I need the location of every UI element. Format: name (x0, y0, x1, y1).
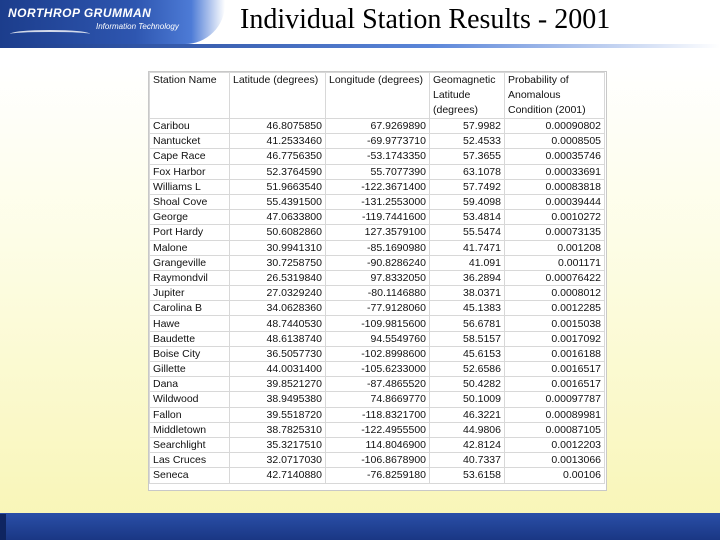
value-cell: 45.6153 (430, 346, 505, 361)
value-cell: 34.0628360 (230, 301, 326, 316)
value-cell: 56.6781 (430, 316, 505, 331)
value-cell: 0.0008012 (505, 286, 605, 301)
value-cell: 0.001171 (505, 255, 605, 270)
value-cell: 0.0017092 (505, 331, 605, 346)
value-cell: 52.4533 (430, 134, 505, 149)
table-row (150, 225, 605, 240)
value-cell: -85.1690980 (326, 240, 430, 255)
station-name-cell: Shoal Cove (150, 194, 230, 209)
value-cell: -80.1146880 (326, 286, 430, 301)
value-cell: 38.9495380 (230, 392, 326, 407)
value-cell: 127.3579100 (326, 225, 430, 240)
value-cell: 55.7077390 (326, 164, 430, 179)
station-results-table (148, 71, 607, 491)
value-cell: 48.7440530 (230, 316, 326, 331)
value-cell: 0.0015038 (505, 316, 605, 331)
company-logo: NORTHROP GRUMMAN (8, 6, 152, 20)
table-row (150, 301, 605, 316)
value-cell: 55.4391500 (230, 194, 326, 209)
company-logo-subtitle: Information Technology (96, 22, 179, 31)
value-cell: 0.00089981 (505, 407, 605, 422)
value-cell: 47.0633800 (230, 210, 326, 225)
table-row (150, 255, 605, 270)
table-row (150, 362, 605, 377)
value-cell: 53.6158 (430, 468, 505, 483)
table-header-row (150, 73, 605, 119)
table-row (150, 119, 605, 134)
value-cell: -109.9815600 (326, 316, 430, 331)
station-name-cell: Grangeville (150, 255, 230, 270)
value-cell: 41.2533460 (230, 134, 326, 149)
value-cell: 67.9269890 (326, 119, 430, 134)
value-cell: 74.8669770 (326, 392, 430, 407)
table-row (150, 240, 605, 255)
station-name-cell: Nantucket (150, 134, 230, 149)
value-cell: 97.8332050 (326, 270, 430, 285)
value-cell: 0.00039444 (505, 194, 605, 209)
value-cell: 44.9806 (430, 422, 505, 437)
station-name-cell: Fallon (150, 407, 230, 422)
station-name-cell: Boise City (150, 346, 230, 361)
column-header: Probability of Anomalous Condition (2001) (505, 73, 605, 119)
table-body (150, 119, 605, 484)
station-name-cell: George (150, 210, 230, 225)
column-header: Station Name (150, 73, 230, 119)
value-cell: 48.6138740 (230, 331, 326, 346)
value-cell: 57.3655 (430, 149, 505, 164)
value-cell: -90.8286240 (326, 255, 430, 270)
table-row (150, 210, 605, 225)
value-cell: 41.7471 (430, 240, 505, 255)
station-name-cell: Port Hardy (150, 225, 230, 240)
table-row (150, 194, 605, 209)
value-cell: 42.8124 (430, 437, 505, 452)
footer-band (0, 513, 720, 540)
station-name-cell: Williams L (150, 179, 230, 194)
table-row (150, 346, 605, 361)
value-cell: 38.7825310 (230, 422, 326, 437)
value-cell: -69.9773710 (326, 134, 430, 149)
table-row (150, 468, 605, 483)
value-cell: 0.00087105 (505, 422, 605, 437)
table-row (150, 392, 605, 407)
table-row (150, 149, 605, 164)
value-cell: 41.091 (430, 255, 505, 270)
value-cell: -106.8678900 (326, 453, 430, 468)
value-cell: 46.7756350 (230, 149, 326, 164)
value-cell: 0.0008505 (505, 134, 605, 149)
table-row (150, 286, 605, 301)
value-cell: 63.1078 (430, 164, 505, 179)
value-cell: 0.0012203 (505, 437, 605, 452)
value-cell: 30.7258750 (230, 255, 326, 270)
results-table (149, 72, 605, 484)
value-cell: 0.00035746 (505, 149, 605, 164)
column-header: Latitude (degrees) (230, 73, 326, 119)
table-row (150, 377, 605, 392)
column-header: Geomagnetic Latitude (degrees) (430, 73, 505, 119)
value-cell: 0.00076422 (505, 270, 605, 285)
value-cell: 27.0329240 (230, 286, 326, 301)
table-row (150, 164, 605, 179)
value-cell: -76.8259180 (326, 468, 430, 483)
logo-swoosh-icon (10, 30, 90, 38)
station-name-cell: Raymondvil (150, 270, 230, 285)
station-name-cell: Wildwood (150, 392, 230, 407)
value-cell: 39.8521270 (230, 377, 326, 392)
value-cell: -122.3671400 (326, 179, 430, 194)
logo-band (0, 0, 225, 44)
value-cell: 30.9941310 (230, 240, 326, 255)
station-name-cell: Searchlight (150, 437, 230, 452)
station-name-cell: Cape Race (150, 149, 230, 164)
header-divider (0, 44, 720, 48)
value-cell: 55.5474 (430, 225, 505, 240)
table-row (150, 422, 605, 437)
value-cell: 0.0016517 (505, 362, 605, 377)
value-cell: 51.9663540 (230, 179, 326, 194)
table-row (150, 437, 605, 452)
value-cell: 32.0717030 (230, 453, 326, 468)
value-cell: 44.0031400 (230, 362, 326, 377)
value-cell: 0.0016188 (505, 346, 605, 361)
value-cell: -77.9128060 (326, 301, 430, 316)
station-name-cell: Carolina B (150, 301, 230, 316)
value-cell: 52.3764590 (230, 164, 326, 179)
value-cell: -87.4865520 (326, 377, 430, 392)
table-row (150, 407, 605, 422)
slide-title: Individual Station Results - 2001 (240, 4, 611, 35)
value-cell: -53.1743350 (326, 149, 430, 164)
value-cell: -105.6233000 (326, 362, 430, 377)
value-cell: 0.0012285 (505, 301, 605, 316)
value-cell: -131.2553000 (326, 194, 430, 209)
table-row (150, 134, 605, 149)
value-cell: 36.5057730 (230, 346, 326, 361)
value-cell: 0.00090802 (505, 119, 605, 134)
table-row (150, 331, 605, 346)
value-cell: 39.5518720 (230, 407, 326, 422)
value-cell: 35.3217510 (230, 437, 326, 452)
value-cell: 57.7492 (430, 179, 505, 194)
value-cell: 46.8075850 (230, 119, 326, 134)
value-cell: 46.3221 (430, 407, 505, 422)
value-cell: 0.0010272 (505, 210, 605, 225)
value-cell: 0.00033691 (505, 164, 605, 179)
value-cell: 38.0371 (430, 286, 505, 301)
value-cell: 50.6082860 (230, 225, 326, 240)
value-cell: 0.00097787 (505, 392, 605, 407)
value-cell: 58.5157 (430, 331, 505, 346)
value-cell: 94.5549760 (326, 331, 430, 346)
column-header: Longitude (degrees) (326, 73, 430, 119)
value-cell: 0.001208 (505, 240, 605, 255)
station-name-cell: Caribou (150, 119, 230, 134)
header-band (0, 0, 720, 50)
value-cell: 0.00106 (505, 468, 605, 483)
station-name-cell: Hawe (150, 316, 230, 331)
value-cell: 0.0013066 (505, 453, 605, 468)
value-cell: 0.0016517 (505, 377, 605, 392)
value-cell: 0.00083818 (505, 179, 605, 194)
value-cell: 50.1009 (430, 392, 505, 407)
station-name-cell: Malone (150, 240, 230, 255)
value-cell: 0.00073135 (505, 225, 605, 240)
table-row (150, 179, 605, 194)
value-cell: 42.7140880 (230, 468, 326, 483)
table-row (150, 270, 605, 285)
station-name-cell: Gillette (150, 362, 230, 377)
value-cell: 53.4814 (430, 210, 505, 225)
station-name-cell: Dana (150, 377, 230, 392)
value-cell: 114.8046900 (326, 437, 430, 452)
table-row (150, 453, 605, 468)
table-row (150, 316, 605, 331)
value-cell: -102.8998600 (326, 346, 430, 361)
station-name-cell: Seneca (150, 468, 230, 483)
value-cell: 52.6586 (430, 362, 505, 377)
station-name-cell: Fox Harbor (150, 164, 230, 179)
station-name-cell: Baudette (150, 331, 230, 346)
value-cell: 36.2894 (430, 270, 505, 285)
station-name-cell: Las Cruces (150, 453, 230, 468)
value-cell: 26.5319840 (230, 270, 326, 285)
value-cell: 50.4282 (430, 377, 505, 392)
value-cell: 45.1383 (430, 301, 505, 316)
footer-accent (0, 514, 6, 540)
value-cell: -118.8321700 (326, 407, 430, 422)
value-cell: -122.4955500 (326, 422, 430, 437)
station-name-cell: Middletown (150, 422, 230, 437)
station-name-cell: Jupiter (150, 286, 230, 301)
value-cell: 57.9982 (430, 119, 505, 134)
value-cell: 40.7337 (430, 453, 505, 468)
value-cell: -119.7441600 (326, 210, 430, 225)
value-cell: 59.4098 (430, 194, 505, 209)
